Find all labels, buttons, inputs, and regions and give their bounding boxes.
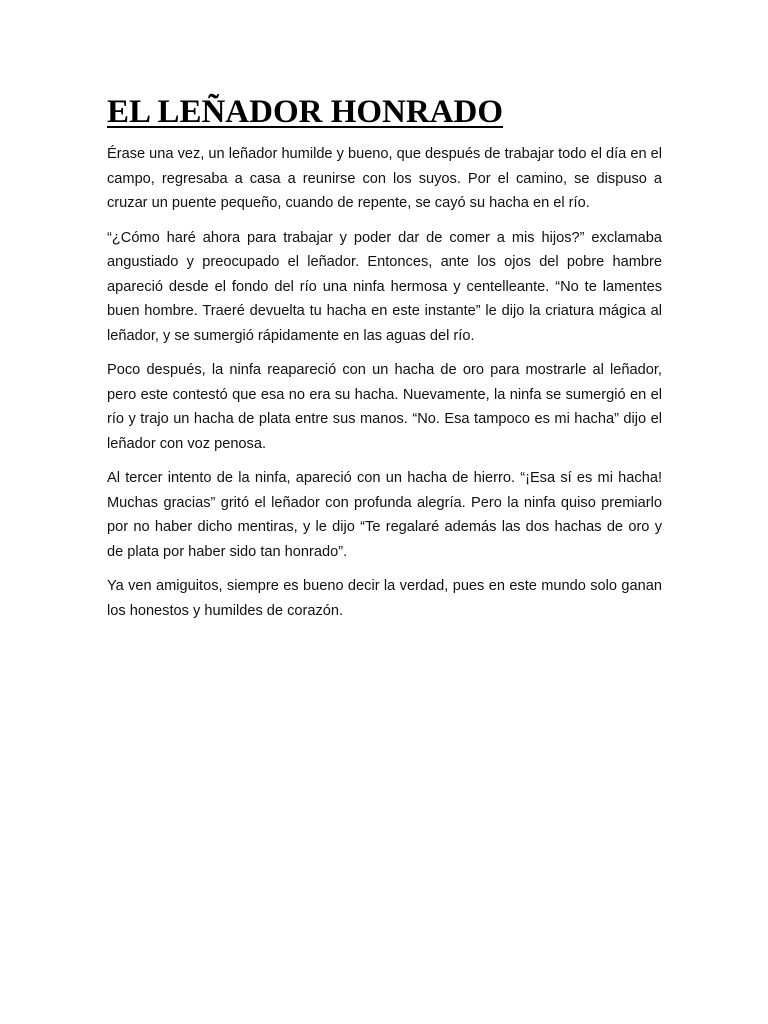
paragraph-4: Al tercer intento de la ninfa, apareció con un hacha de hierro. “¡Esa sí es mi hacha! Muchas gracias” gritó el leñador con profunda alegría. Pero la ninfa quiso premiarlo por no haber dicho mentiras, y le dijo “Te regalaré además las dos hachas de oro y de plata por haber sido tan honrado”. <box>107 470 662 560</box>
paragraph-5: Ya ven amiguitos, siempre es bueno decir la verdad, pues en este mundo solo ganan los honestos y humildes de corazón. <box>107 578 662 619</box>
paragraph-1: Érase una vez, un leñador humilde y bueno, que después de trabajar todo el día en el campo, regresaba a casa a reunirse con los suyos. Por el camino, se dispuso a cruzar un puente pequeño, cuando de repente, se cayó su hacha en el río. <box>107 146 662 211</box>
document-title: EL LEÑADOR HONRADO <box>107 94 504 130</box>
document-body <box>107 92 662 633</box>
paragraph-2: “¿Cómo haré ahora para trabajar y poder dar de comer a mis hijos?” exclamaba angustiado y preocupado el leñador. Entonces, ante los ojos del pobre hambre apareció desde el fondo del río una ninfa hermosa y centelleante. “No te lamentes buen hombre. Traeré devuelta tu hacha en este instante” le dijo la criatura mágica al leñador, y se sumergió rápidamente en las aguas del río. <box>107 229 662 344</box>
paragraph-3: Poco después, la ninfa reapareció con un hacha de oro para mostrarle al leñador, pero este contestó que esa no era su hacha. Nuevamente, la ninfa se sumergió en el río y trajo un hacha de plata entre sus manos. “No. Esa tampoco es mi hacha” dijo el leñador con voz penosa. <box>107 362 662 452</box>
